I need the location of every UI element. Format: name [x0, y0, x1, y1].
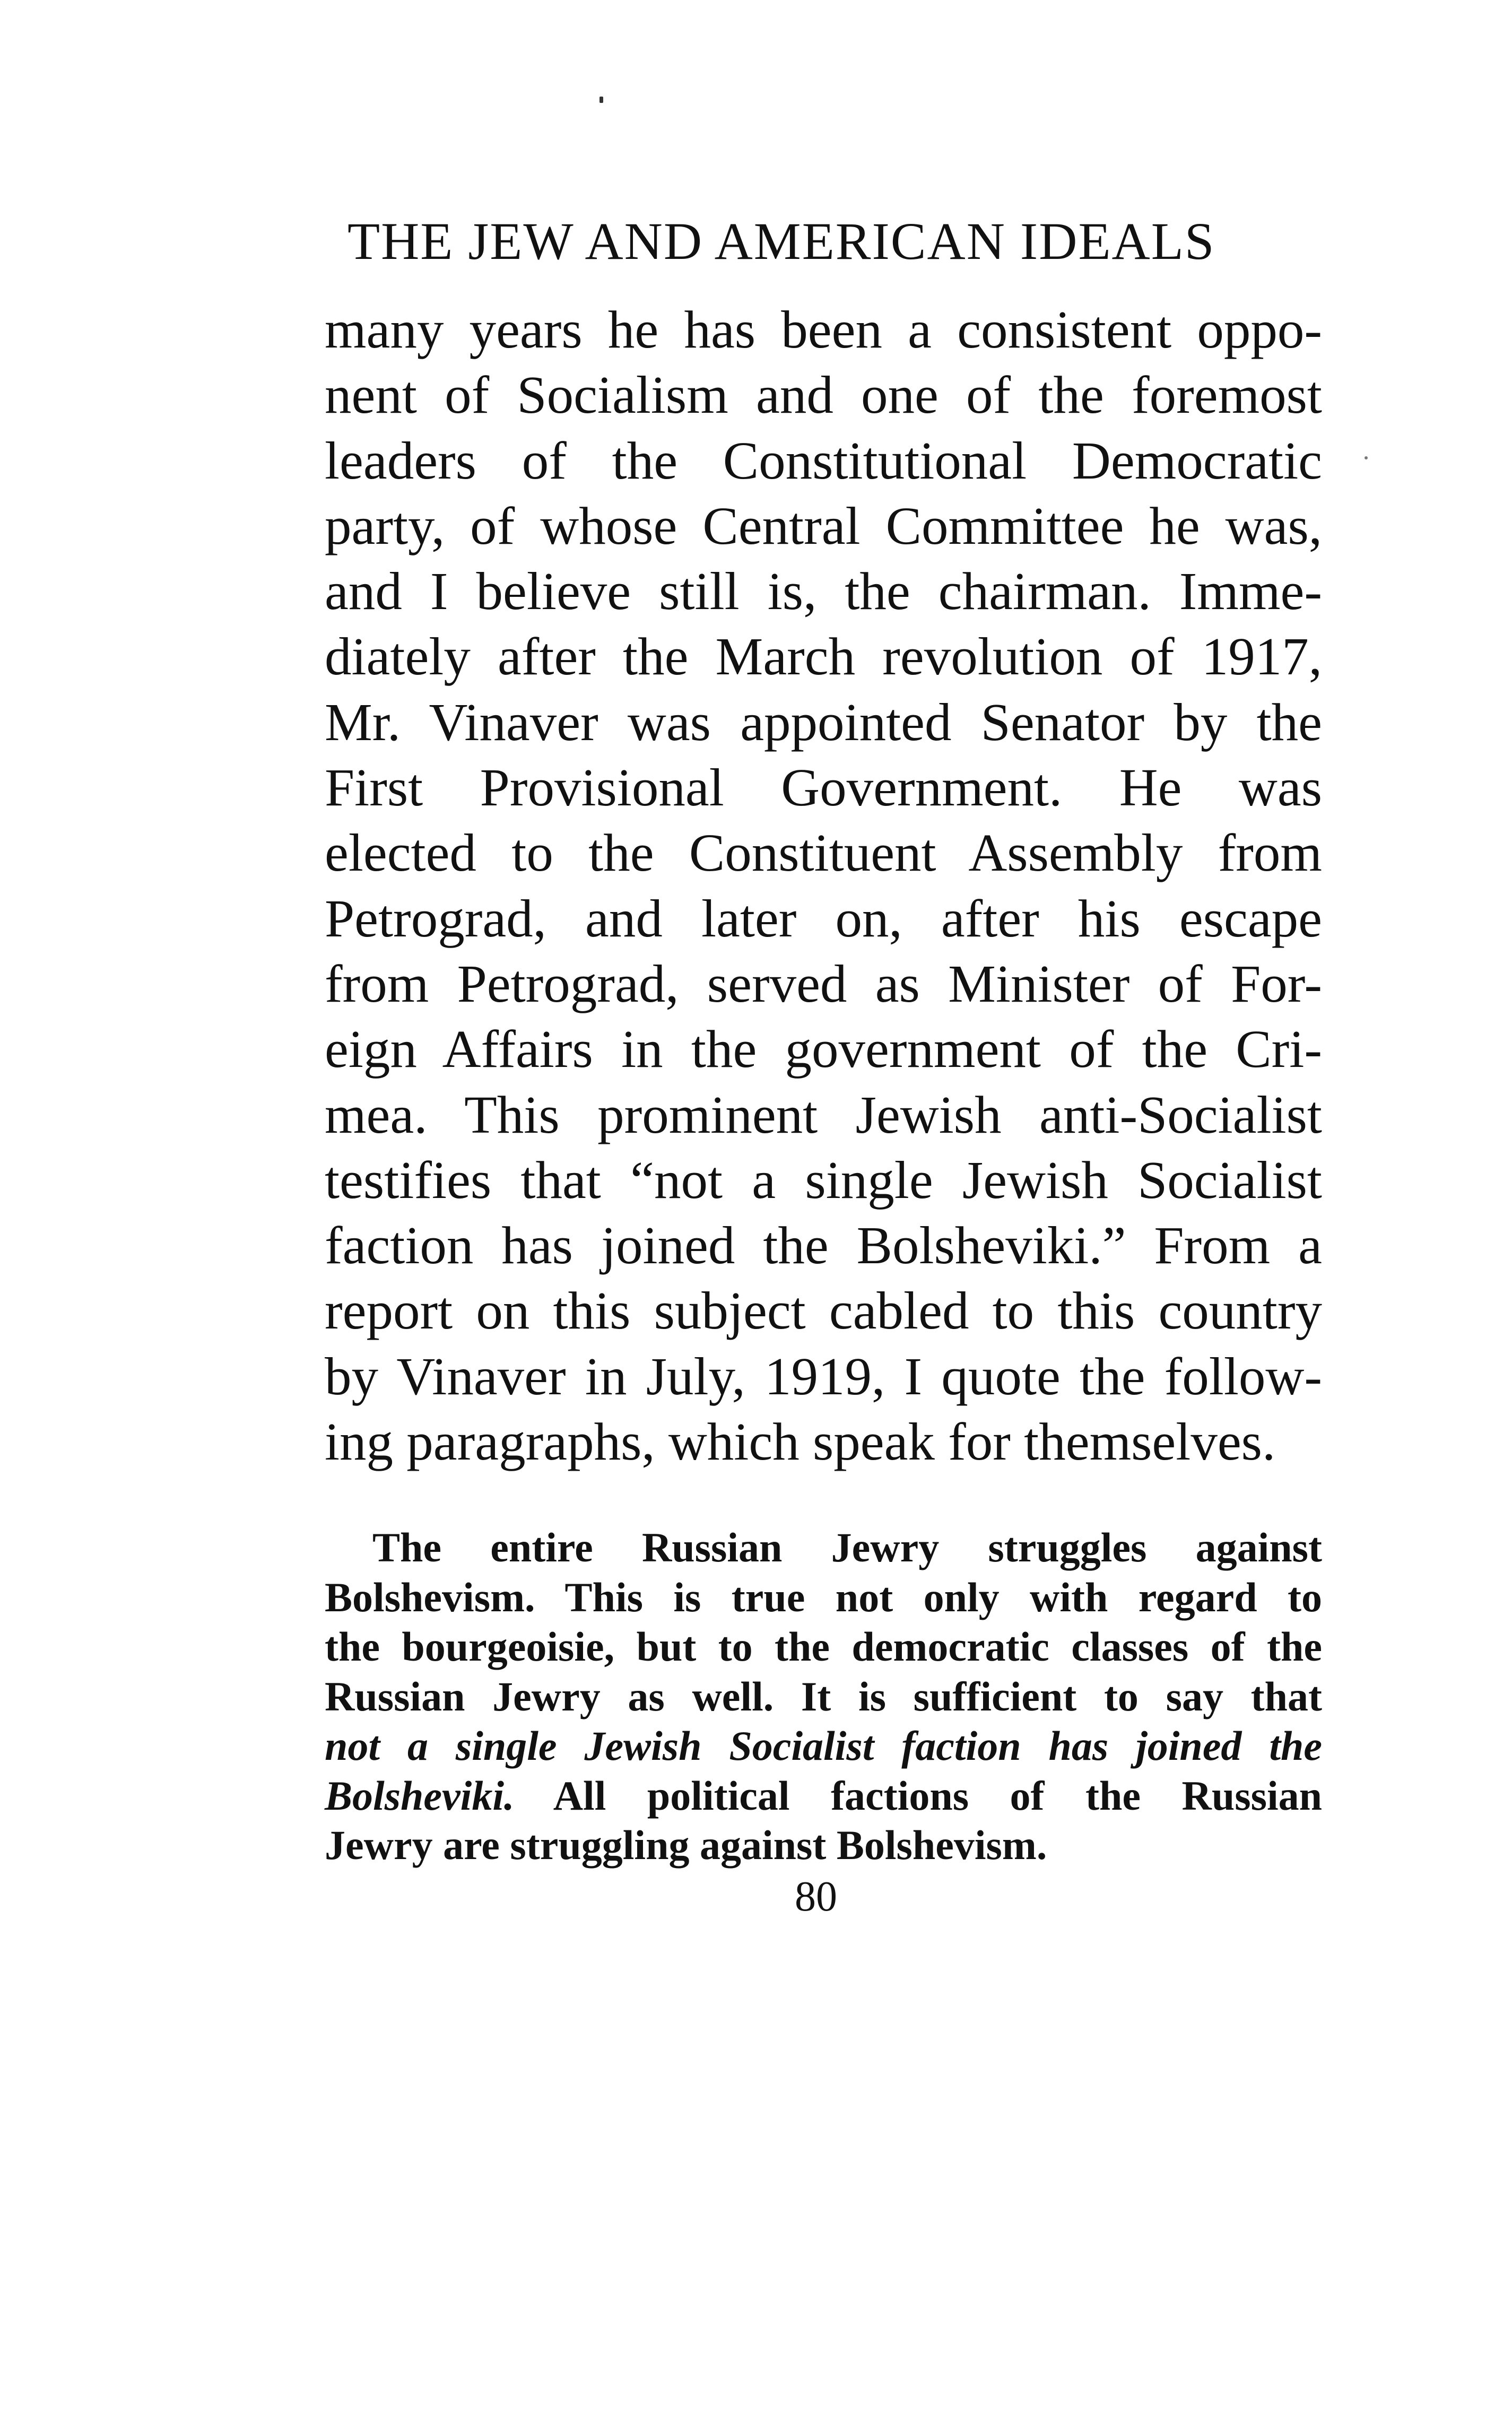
- body-line: Petrograd, and later on, after his escape: [325, 888, 1322, 948]
- body-line: from Petrograd, served as Minister of For-: [325, 953, 1322, 1013]
- body-line: diately after the March revolution of 1917,: [325, 627, 1322, 687]
- body-line: First Provisional Government. He was: [325, 758, 1322, 818]
- quote-italic-fragment: Bolsheviki.: [325, 1772, 515, 1819]
- body-line: Mr. Vinaver was appointed Senator by the: [325, 692, 1322, 752]
- body-line-last: ing paragraphs, which speak for themselves.: [325, 1412, 1276, 1472]
- quote-line: the bourgeoisie, but to the democratic classes of the: [325, 1623, 1322, 1670]
- body-line: leaders of the Constitutional Democratic: [325, 430, 1322, 490]
- body-line: by Vinaver in July, 1919, I quote the follow-: [325, 1346, 1322, 1406]
- quote-roman-fragment: All political factions of the Russian: [514, 1772, 1322, 1819]
- quote-line: Russian Jewry as well. It is sufficient to say that: [325, 1673, 1322, 1720]
- page-number: 80: [795, 1873, 837, 1920]
- quote-line-mixed: [325, 1771, 1322, 1821]
- quote-line: Bolshevism. This is true not only with regard to: [325, 1574, 1322, 1620]
- quote-line: The entire Russian Jewry struggles against: [372, 1524, 1322, 1570]
- quote-line-italic: not a single Jewish Socialist faction has joined the: [325, 1723, 1322, 1769]
- print-speck-edge: [1365, 456, 1368, 459]
- body-line: report on this subject cabled to this country: [325, 1281, 1322, 1341]
- body-line: eign Affairs in the government of the Cri-: [325, 1019, 1322, 1079]
- body-line: testifies that “not a single Jewish Socialist: [325, 1150, 1322, 1210]
- body-line: elected to the Constituent Assembly from: [325, 823, 1322, 883]
- running-head: THE JEW AND AMERICAN IDEALS: [347, 212, 1215, 271]
- body-line: and I believe still is, the chairman. Imme-: [325, 561, 1322, 621]
- quote-line-last: Jewry are struggling against Bolshevism.: [325, 1822, 1047, 1868]
- body-line: party, of whose Central Committee he was,: [325, 496, 1322, 555]
- body-line: faction has joined the Bolsheviki.” From a: [325, 1215, 1322, 1275]
- body-line: nent of Socialism and one of the foremost: [325, 365, 1322, 425]
- body-line: many years he has been a consistent oppo-: [325, 300, 1322, 359]
- print-speck: [599, 97, 603, 103]
- body-paragraph: [325, 297, 1322, 1474]
- body-line: mea. This prominent Jewish anti-Socialist: [325, 1084, 1322, 1144]
- block-quote: [325, 1523, 1322, 1870]
